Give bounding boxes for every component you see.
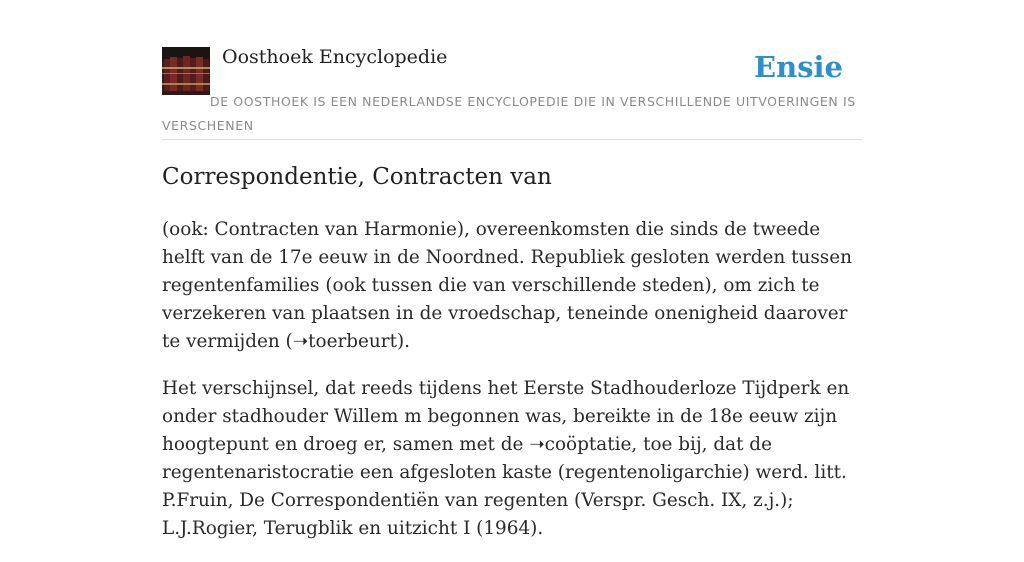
article-paragraph: (ook: Contracten van Harmonie), overeenkomsten die sinds de tweede helft van de 17e eeuw in de Noordned. Republiek gesloten werden tussen regentenfamilies (ook tussen die van verschillende steden), om zich te verzekeren van plaatsen in de vroedschap, teneinde onenigheid daarover te vermijden (➝toerbeurt). (162, 219, 852, 352)
ensie-logo[interactable]: Ensie (754, 50, 843, 84)
header-divider (162, 139, 862, 140)
article-paragraph: Het verschijnsel, dat reeds tijdens het Eerste Stadhouderloze Tijdperk en onder stadhouder Willem m begonnen was, bereikte in de 18e eeuw zijn hoogtepunt en droeg er, samen met de ➝coöptatie, toe bij, dat de regentenaristocratie een afgesloten kaste (regentenoligarchie) werd. litt. P.Fruin, De Correspondentiën van regenten (Verspr. Gesch. IX, z.j.); L.J.Rogier, Terugblik en uitzicht I (1964). (162, 378, 850, 539)
encyclopedia-books-avatar[interactable] (162, 47, 210, 95)
article-title: Correspondentie, Contracten van (162, 164, 552, 190)
source-name[interactable]: Oosthoek Encyclopedie (222, 46, 448, 68)
article-body (162, 216, 867, 562)
source-tagline: DE OOSTHOEK IS EEN NEDERLANDSE ENCYCLOPEDIE DIE IN VERSCHILLENDE UITVOERINGEN IS VERSCHENEN (162, 94, 856, 133)
